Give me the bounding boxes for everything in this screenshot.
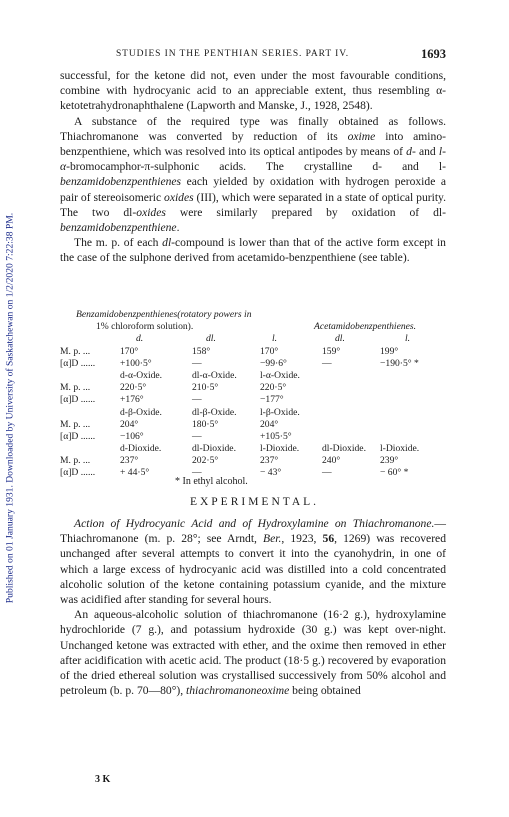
column-header: l. <box>272 333 278 345</box>
table-cell: −99·6° <box>260 357 287 369</box>
caption-rest: (rotatory powers in <box>177 309 252 320</box>
table-cell: [α]D ...... <box>60 394 96 406</box>
table-cell: 180·5° <box>192 418 219 430</box>
table-row <box>60 346 450 358</box>
download-notice <box>0 0 20 817</box>
experimental-text <box>60 516 446 698</box>
table-row <box>60 455 450 467</box>
table-cell: 170° <box>120 345 139 357</box>
column-header: dl. <box>206 333 216 345</box>
table-row <box>60 407 450 419</box>
table-cell: [α]D ...... <box>60 430 96 442</box>
table-row <box>60 382 450 394</box>
table-row <box>60 394 450 406</box>
table-cell: 159° <box>322 345 341 357</box>
table-footnote: * In ethyl alcohol. <box>175 476 248 487</box>
paragraph: Action of Hydrocyanic Acid and of Hydroxylamine on Thiachromanone.—Thiachromanone (m. p. 28°; see Arndt, Ber., 1923, 56, 1269) was recovered unchanged after several attempts to convert it into the cyanohydrin, in one of which a large excess of hydrocyanic acid was distilled into a cold concentrated alcoholic solution of the ketone containing potassium cyanide, and the mixture was acidified after standing for several hours. <box>60 517 446 607</box>
paragraph: An aqueous-alcoholic solution of thiachromanone (16·2 g.), hydroxylamine hydrochloride (7 g.), and potassium hydroxide (30 g.) was kept over-night. Unchanged ketone was extracted with ether, and the oxime then removed in ether after acidification with acetic acid. The product (18·5 g.) recovered by evaporation of the dried ethereal solution was crystallised successively from 50% alcohol and petroleum (b. p. 70—80°), thiachromanoneoxime being obtained <box>60 608 446 698</box>
table-cell: [α]D ...... <box>60 357 96 369</box>
table-cell: 237° <box>120 455 139 467</box>
table-cell: 199° <box>380 345 399 357</box>
table-row <box>60 358 450 370</box>
table-cell: 240° <box>322 455 341 467</box>
table-cell: M. p. ... <box>60 382 91 394</box>
table-cell: d-Dioxide. <box>120 443 162 455</box>
page-number: 1693 <box>421 47 446 61</box>
table-cell: l-Dioxide. <box>260 443 300 455</box>
table-cell: 204° <box>120 418 139 430</box>
caption-acet: Acetamidobenzpenthienes. <box>314 321 417 333</box>
table-caption-line2 <box>60 321 450 333</box>
table-cell: 202·5° <box>192 455 219 467</box>
table-cell: — <box>192 357 202 369</box>
signature-mark: 3 K <box>95 774 111 785</box>
caption-line2: 1% chloroform solution). <box>96 321 194 333</box>
table-cell: — <box>322 357 332 369</box>
table-cell: dl-β-Oxide. <box>192 406 237 418</box>
table-cell: l-β-Oxide. <box>260 406 300 418</box>
column-header: d. <box>136 333 144 345</box>
table-row <box>60 370 450 382</box>
table-row <box>60 419 450 431</box>
column-header: dl. <box>335 333 345 345</box>
table-cell: d-β-Oxide. <box>120 406 162 418</box>
rotatory-power-table <box>60 309 450 480</box>
running-header <box>60 47 446 63</box>
table-cell: 170° <box>260 345 279 357</box>
table-cell: d-α-Oxide. <box>120 369 163 381</box>
table-cell: 220·5° <box>120 382 147 394</box>
table-row <box>60 443 450 455</box>
table-cell: 220·5° <box>260 382 287 394</box>
running-title: STUDIES IN THE PENTHIAN SERIES. PART IV. <box>116 49 350 59</box>
table-cell: − 43° <box>260 467 282 479</box>
table-cell: [α]D ...... <box>60 467 96 479</box>
table-cell: M. p. ... <box>60 455 91 467</box>
table-cell: −190·5° * <box>380 357 419 369</box>
body-text <box>60 68 446 266</box>
table-body <box>60 346 450 480</box>
table-cell: M. p. ... <box>60 418 91 430</box>
table-caption <box>60 309 450 321</box>
table-cell: −106° <box>120 430 144 442</box>
section-heading: EXPERIMENTAL. <box>189 496 320 508</box>
column-headers <box>60 333 450 345</box>
table-cell: — <box>192 394 202 406</box>
table-cell: dl-α-Oxide. <box>192 369 237 381</box>
table-cell: — <box>192 467 202 479</box>
table-cell: M. p. ... <box>60 345 91 357</box>
table-cell: — <box>192 430 202 442</box>
table-cell: l-Dioxide. <box>380 443 420 455</box>
table-cell: l-α-Oxide. <box>260 369 300 381</box>
table-cell: 210·5° <box>192 382 219 394</box>
table-cell: +176° <box>120 394 144 406</box>
table-cell: 237° <box>260 455 279 467</box>
paragraph: A substance of the required type was finally obtained as follows. Thiachromanone was converted by reduction of its oxime into amino-benzpenthiene, which was resolved into its optical antipodes by means of d- and l-α-bromocamphor-π-sulphonic acids. The crystalline d- and l-benzamidobenzpenthienes each yielded by oxidation with hydrogen peroxide a pair of stereoisomeric oxides (III), which were separated in a state of optical purity. The two dl-oxides were similarly prepared by oxidation of dl-benzamidobenzpenthiene. <box>60 114 446 235</box>
table-row <box>60 431 450 443</box>
table-cell: dl-Dioxide. <box>322 443 366 455</box>
table-cell: +105·5° <box>260 430 292 442</box>
table-cell: 204° <box>260 418 279 430</box>
table-cell: 158° <box>192 345 211 357</box>
table-cell: dl-Dioxide. <box>192 443 236 455</box>
paragraph: successful, for the ketone did not, even under the most favourable conditions, combine with hydrocyanic acid to an appreciable extent, thus resembling α-ketotetrahydronaphthalene (Lapworth and Manske, J., 1928, 2548). <box>60 69 446 113</box>
table-cell: — <box>322 467 332 479</box>
download-notice-text: Published on 01 January 1931. Downloaded by University of Saskatchewan on 1/2/2020 7:22:38 PM. <box>4 212 16 604</box>
paragraph: The m. p. of each dl-compound is lower than that of the active form except in the case of the sulphone derived from acetamido-benzpenthiene (see table). <box>60 236 446 265</box>
table-cell: 239° <box>380 455 399 467</box>
table-cell: − 60° * <box>380 467 409 479</box>
table-cell: +100·5° <box>120 357 152 369</box>
table-row <box>60 467 450 479</box>
table-cell: −177° <box>260 394 284 406</box>
caption-main: Benzamidobenzpenthienes <box>76 309 178 320</box>
column-header: l. <box>405 333 411 345</box>
table-cell: + 44·5° <box>120 467 150 479</box>
